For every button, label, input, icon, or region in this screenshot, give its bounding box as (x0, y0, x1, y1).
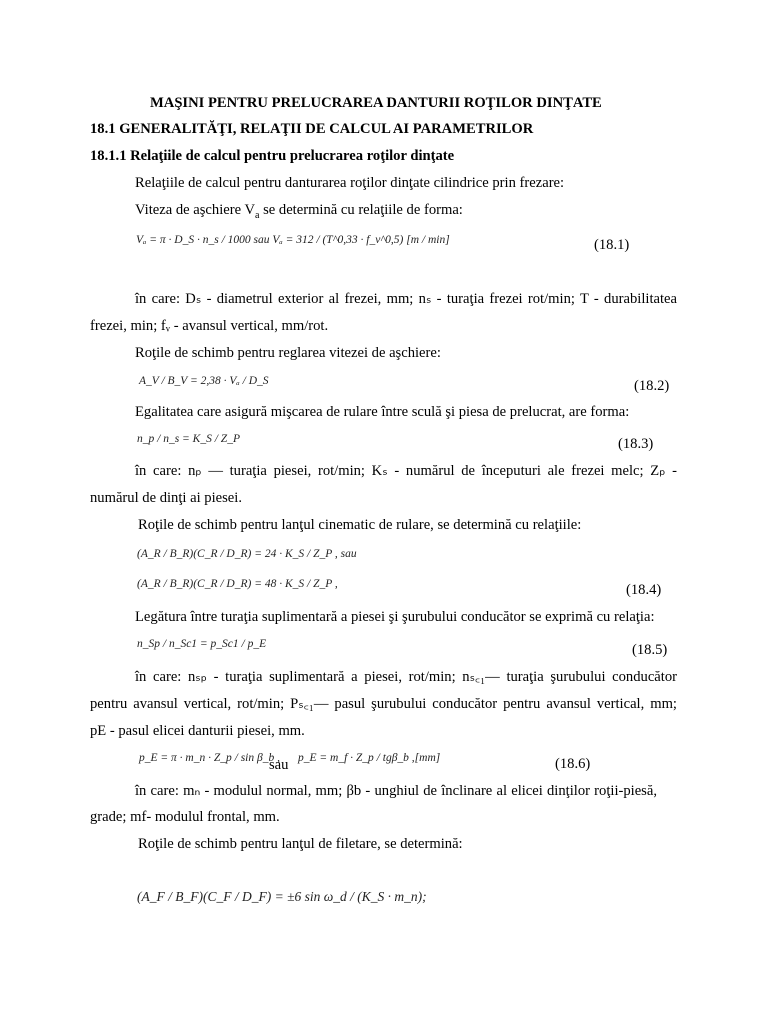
subsection-heading: 18.1.1 Relaţiile de calcul pentru prelucrarea roţilor dinţate (90, 148, 455, 164)
paragraph-supplementary-speed: Legătura între turaţia suplimentară a piesei şi şurubului conducător se exprimă cu relaţia: (135, 609, 655, 625)
paragraph-where-1-line-1: în care: Dₛ - diametrul exterior al frezei, mm; nₛ - turaţia frezei rot/min; T - durabilitatea (135, 291, 677, 307)
paragraph-where-3-line-3: pE - pasul elicei danturii piesei, mm. (90, 723, 305, 739)
section-heading: 18.1 GENERALITĂŢI, RELAŢII DE CALCUL AI PARAMETRILOR (90, 121, 534, 137)
document-title: MAŞINI PENTRU PRELUCRAREA DANTURII ROŢILOR DINŢATE (150, 95, 602, 111)
equation-18-5: n_Sp / n_Sc1 = p_Sc1 / p_E (137, 638, 267, 650)
equation-number-18-2: (18.2) (634, 378, 670, 394)
paragraph-where-3-line-2: pentru avansul vertical, rot/min; Pₛ꜀₁— pasul şurubului conducător pentru avansul vertical, mm; (90, 696, 677, 712)
equation-18-3: n_p / n_s = K_S / Z_P (137, 433, 240, 445)
equation-18-2: A_V / B_V = 2,38 · Vₐ / D_S (139, 375, 269, 387)
paragraph-threading-gears: Roţile de schimb pentru lanţul de filetare, se determină: (138, 836, 463, 852)
equation-18-4-b: (A_R / B_R)(C_R / D_R) = 48 · K_S / Z_P , (137, 578, 338, 590)
equation-18-6-b: p_E = m_f · Z_p / tgβ_b ,[mm] (298, 752, 441, 764)
equation-threading: (A_F / B_F)(C_F / D_F) = ±6 sin ω_d / (K_S · m_n); (137, 889, 427, 904)
paragraph-rolling-gears: Roţile de schimb pentru lanţul cinematic de rulare, se determină cu relaţiile: (138, 517, 582, 533)
equation-number-18-4: (18.4) (626, 582, 662, 598)
equation-18-6-or: sau (269, 757, 289, 773)
paragraph-where-3-line-1: în care: nₛₚ - turaţia suplimentară a piesei, rot/min; nₛ꜀₁— turaţia şurubului conducător (135, 669, 677, 685)
paragraph-where-1-line-2: frezei, min; fᵥ - avansul vertical, mm/rot. (90, 318, 329, 334)
paragraph-where-2-line-2: numărul de dinţi ai piesei. (90, 490, 242, 506)
paragraph-change-gears-speed: Roţile de schimb pentru reglarea vitezei de aşchiere: (135, 345, 441, 361)
equation-number-18-5: (18.5) (632, 642, 668, 658)
equation-number-18-3: (18.3) (618, 436, 654, 452)
equation-18-1: Vₐ = π · D_S · n_s / 1000 sau Vₐ = 312 / (T^0,33 · f_v^0,5) [m / min] (136, 234, 450, 246)
paragraph-where-4-line-2: grade; mf- modulul frontal, mm. (90, 809, 280, 825)
equation-18-4-a: (A_R / B_R)(C_R / D_R) = 24 · K_S / Z_P , sau (137, 548, 357, 560)
paragraph-where-4-line-1: în care: mₙ - modulul normal, mm; βb - unghiul de înclinare al elicei dinţilor roţii-piesă, (135, 783, 657, 799)
paragraph-where-2-line-1: în care: nₚ — turaţia piesei, rot/min; Kₛ - numărul de începuturi ale frezei melc; Zₚ - (135, 463, 677, 479)
paragraph-intro: Relaţiile de calcul pentru danturarea roţilor dinţate cilindrice prin frezare: (135, 175, 565, 191)
paragraph-rolling-equality: Egalitatea care asigură mişcarea de rulare între sculă şi piesa de prelucrat, are forma: (135, 404, 630, 420)
paragraph-speed: Viteza de aşchiere $V_a$ se determină cu relaţiile de forma: (135, 202, 463, 221)
equation-18-6-a: p_E = π · m_n · Z_p / sin β_b , (139, 752, 280, 764)
equation-number-18-1: (18.1) (594, 237, 630, 253)
equation-number-18-6: (18.6) (555, 756, 591, 772)
